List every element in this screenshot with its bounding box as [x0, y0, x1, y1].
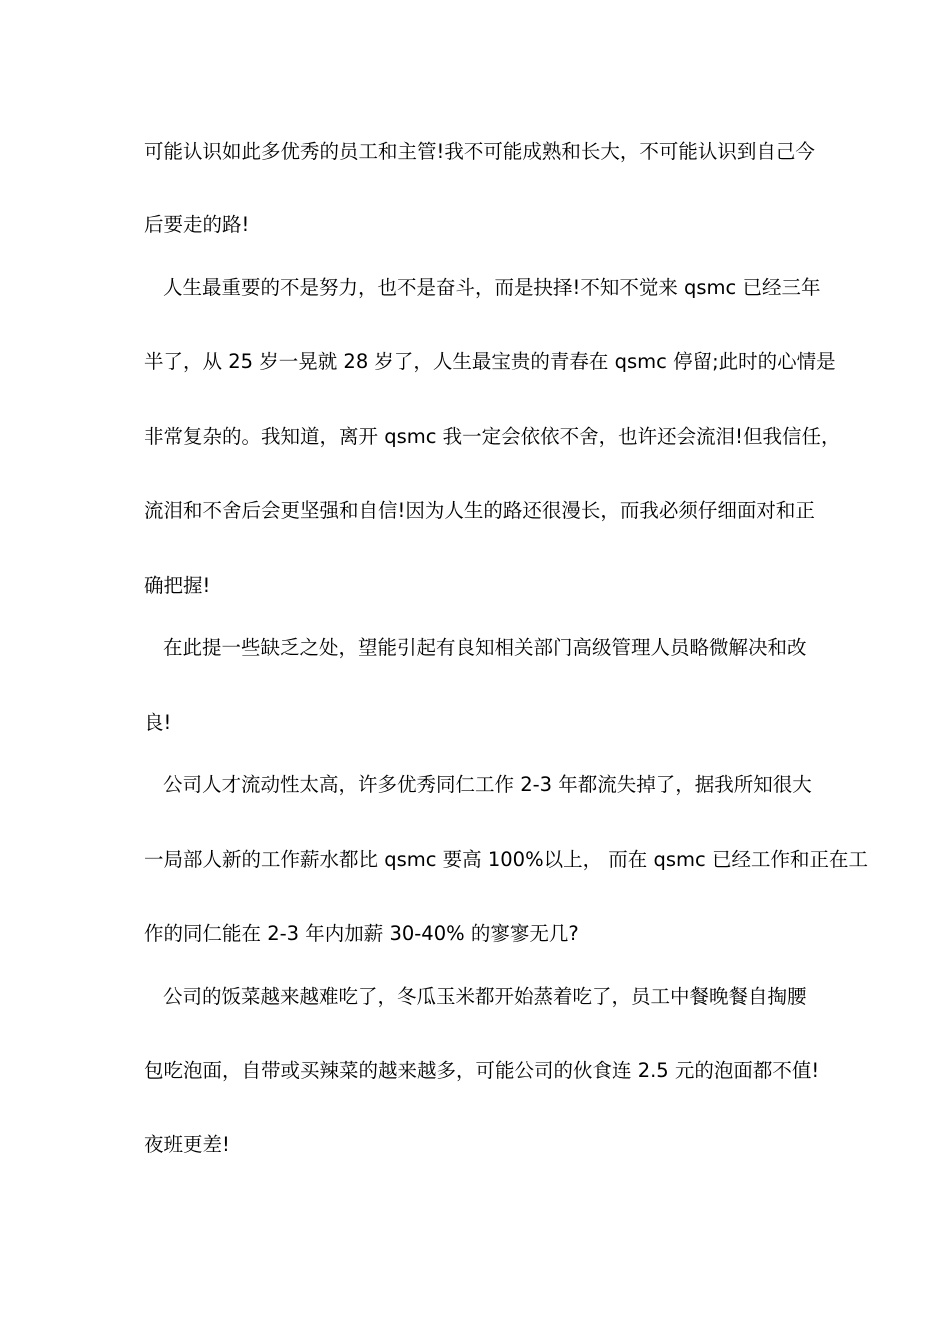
- text-line: 非常复杂的。我知道，离开 qsmc 我一定会依依不舍，也许还会流泪!但我信任，: [144, 425, 841, 448]
- text-line: 包吃泡面，自带或买辣菜的越来越多，可能公司的伙食连 2.5 元的泡面都不值!: [144, 1059, 820, 1082]
- text-line: 可能认识如此多优秀的员工和主管!我不可能成熟和长大，不可能认识到自己今: [144, 140, 815, 163]
- text-line: 作的同仁能在 2-3 年内加薪 30-40% 的寥寥无几?: [144, 922, 579, 945]
- text-line: 后要走的路!: [144, 213, 250, 236]
- text-line: 流泪和不舍后会更坚强和自信!因为人生的路还很漫长，而我必须仔细面对和正: [144, 499, 815, 522]
- text-line: 良!: [144, 711, 172, 734]
- text-line: 确把握!: [144, 574, 211, 597]
- text-line: 半了，从 25 岁一晃就 28 岁了，人生最宝贵的青春在 qsmc 停留;此时的心情是: [144, 350, 836, 373]
- text-line: 一局部人新的工作薪水都比 qsmc 要高 100%以上， 而在 qsmc 已经工作和正在工: [144, 848, 868, 871]
- text-line: 夜班更差!: [144, 1133, 230, 1156]
- paragraph-start-line: 公司的饭菜越来越难吃了，冬瓜玉米都开始蒸着吃了，员工中餐晚餐自掏腰: [163, 985, 807, 1008]
- paragraph-start-line: 在此提一些缺乏之处，望能引起有良知相关部门高级管理人员略微解决和改: [163, 636, 807, 659]
- paragraph-start-line: 公司人才流动性太高，许多优秀同仁工作 2-3 年都流失掉了，据我所知很大: [163, 773, 812, 796]
- paragraph-start-line: 人生最重要的不是努力，也不是奋斗，而是抉择!不知不觉来 qsmc 已经三年: [163, 276, 821, 299]
